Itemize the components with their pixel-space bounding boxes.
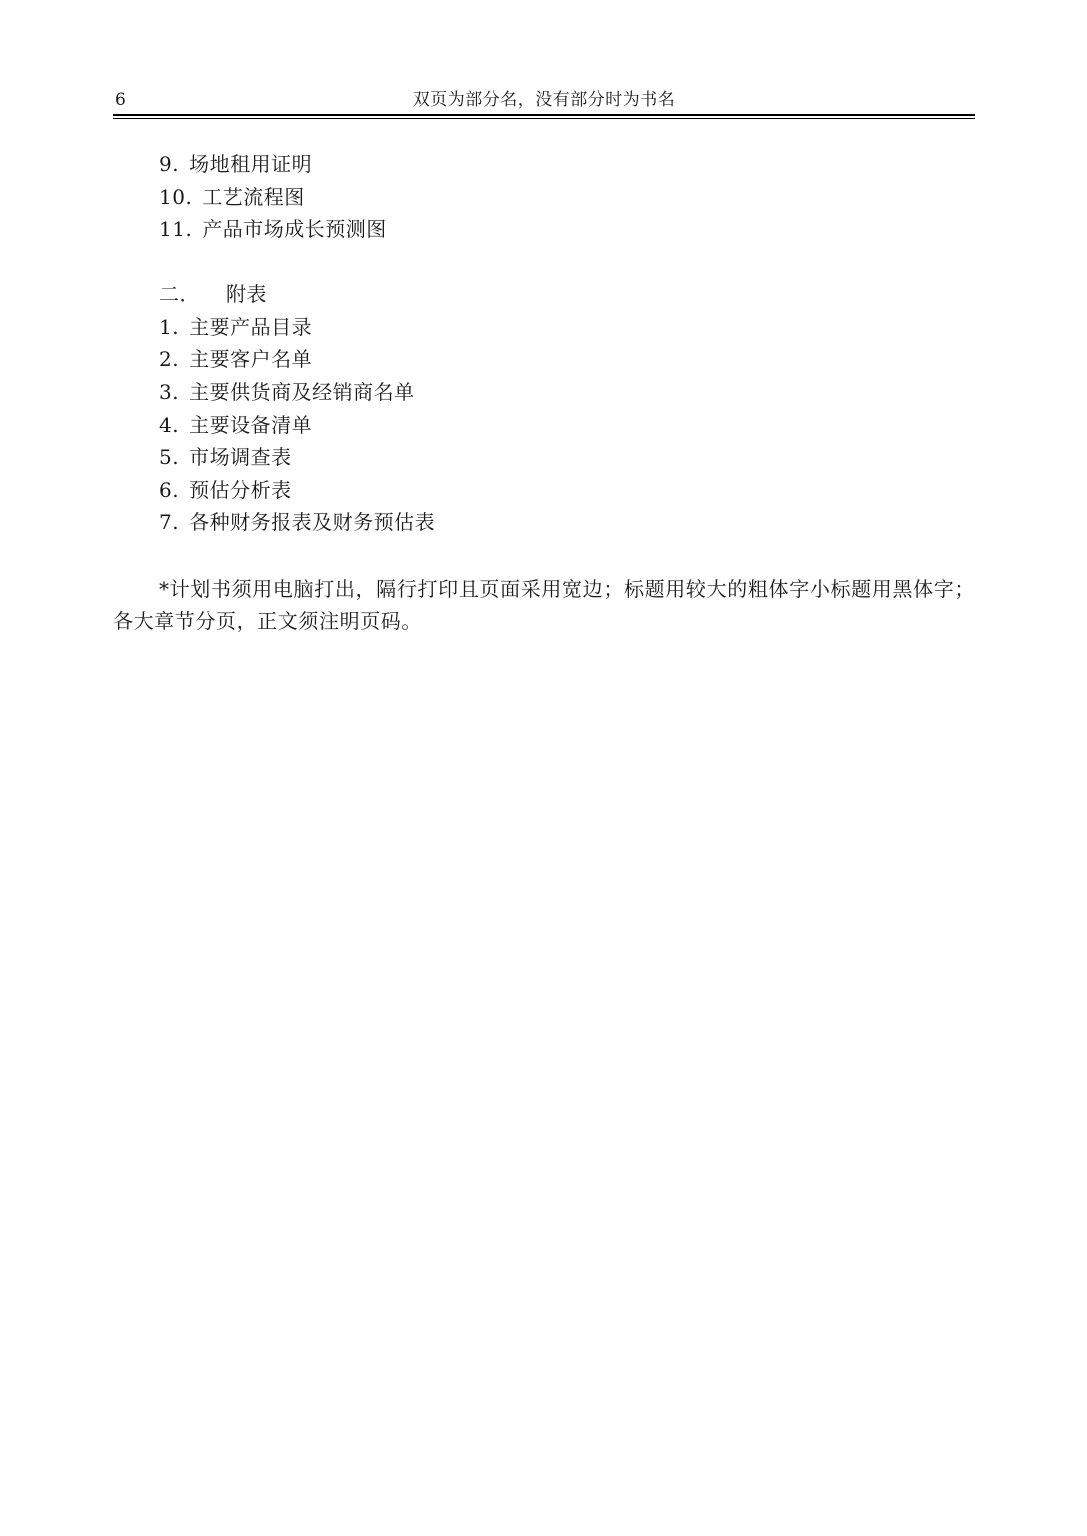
list-item (159, 376, 975, 409)
item-text: 预估分析表 (189, 477, 292, 502)
item-text: 场地租用证明 (189, 152, 313, 176)
heading-mark: 二． (159, 281, 200, 306)
list-item (159, 311, 975, 344)
item-text: 产品市场成长预测图 (202, 217, 387, 242)
item-number: 1. (159, 314, 180, 339)
formatting-note: *计划书须用电脑打出，隔行打印且页面采用宽边；标题用较大的粗体字小标题用黑体字；各大章节分页，正文须注明页码。 (113, 576, 975, 633)
item-number: 9. (159, 152, 180, 176)
item-text: 主要设备清单 (189, 412, 313, 437)
page-header (113, 88, 975, 114)
item-number: 4. (159, 412, 180, 437)
figures-list (113, 148, 975, 246)
list-item (159, 343, 975, 376)
list-item (159, 181, 975, 214)
page-number: 6 (115, 90, 126, 110)
appendix-heading (113, 278, 975, 311)
list-item (159, 506, 975, 539)
header-rule-thick (113, 114, 975, 116)
list-item (159, 474, 975, 507)
item-number: 7. (159, 510, 180, 535)
header-rule-thin (113, 118, 975, 119)
item-number: 11. (159, 217, 193, 242)
appendix-list (113, 311, 975, 539)
item-number: 10. (159, 184, 193, 209)
item-number: 2. (159, 347, 180, 372)
item-number: 5. (159, 445, 180, 470)
item-number: 3. (159, 379, 180, 404)
item-text: 主要产品目录 (189, 314, 313, 339)
list-item (159, 213, 975, 246)
item-text: 市场调查表 (189, 445, 292, 470)
item-text: 各种财务报表及财务预估表 (189, 510, 436, 535)
item-text: 主要客户名单 (189, 347, 313, 372)
list-item (159, 148, 975, 181)
page-body (113, 148, 975, 657)
running-title: 双页为部分名，没有部分时为书名 (412, 90, 676, 110)
item-text: 主要供货商及经销商名单 (189, 379, 415, 404)
list-item (159, 441, 975, 474)
item-text: 工艺流程图 (202, 184, 305, 209)
heading-text: 附表 (226, 281, 267, 306)
item-number: 6. (159, 477, 180, 502)
list-item (159, 409, 975, 442)
